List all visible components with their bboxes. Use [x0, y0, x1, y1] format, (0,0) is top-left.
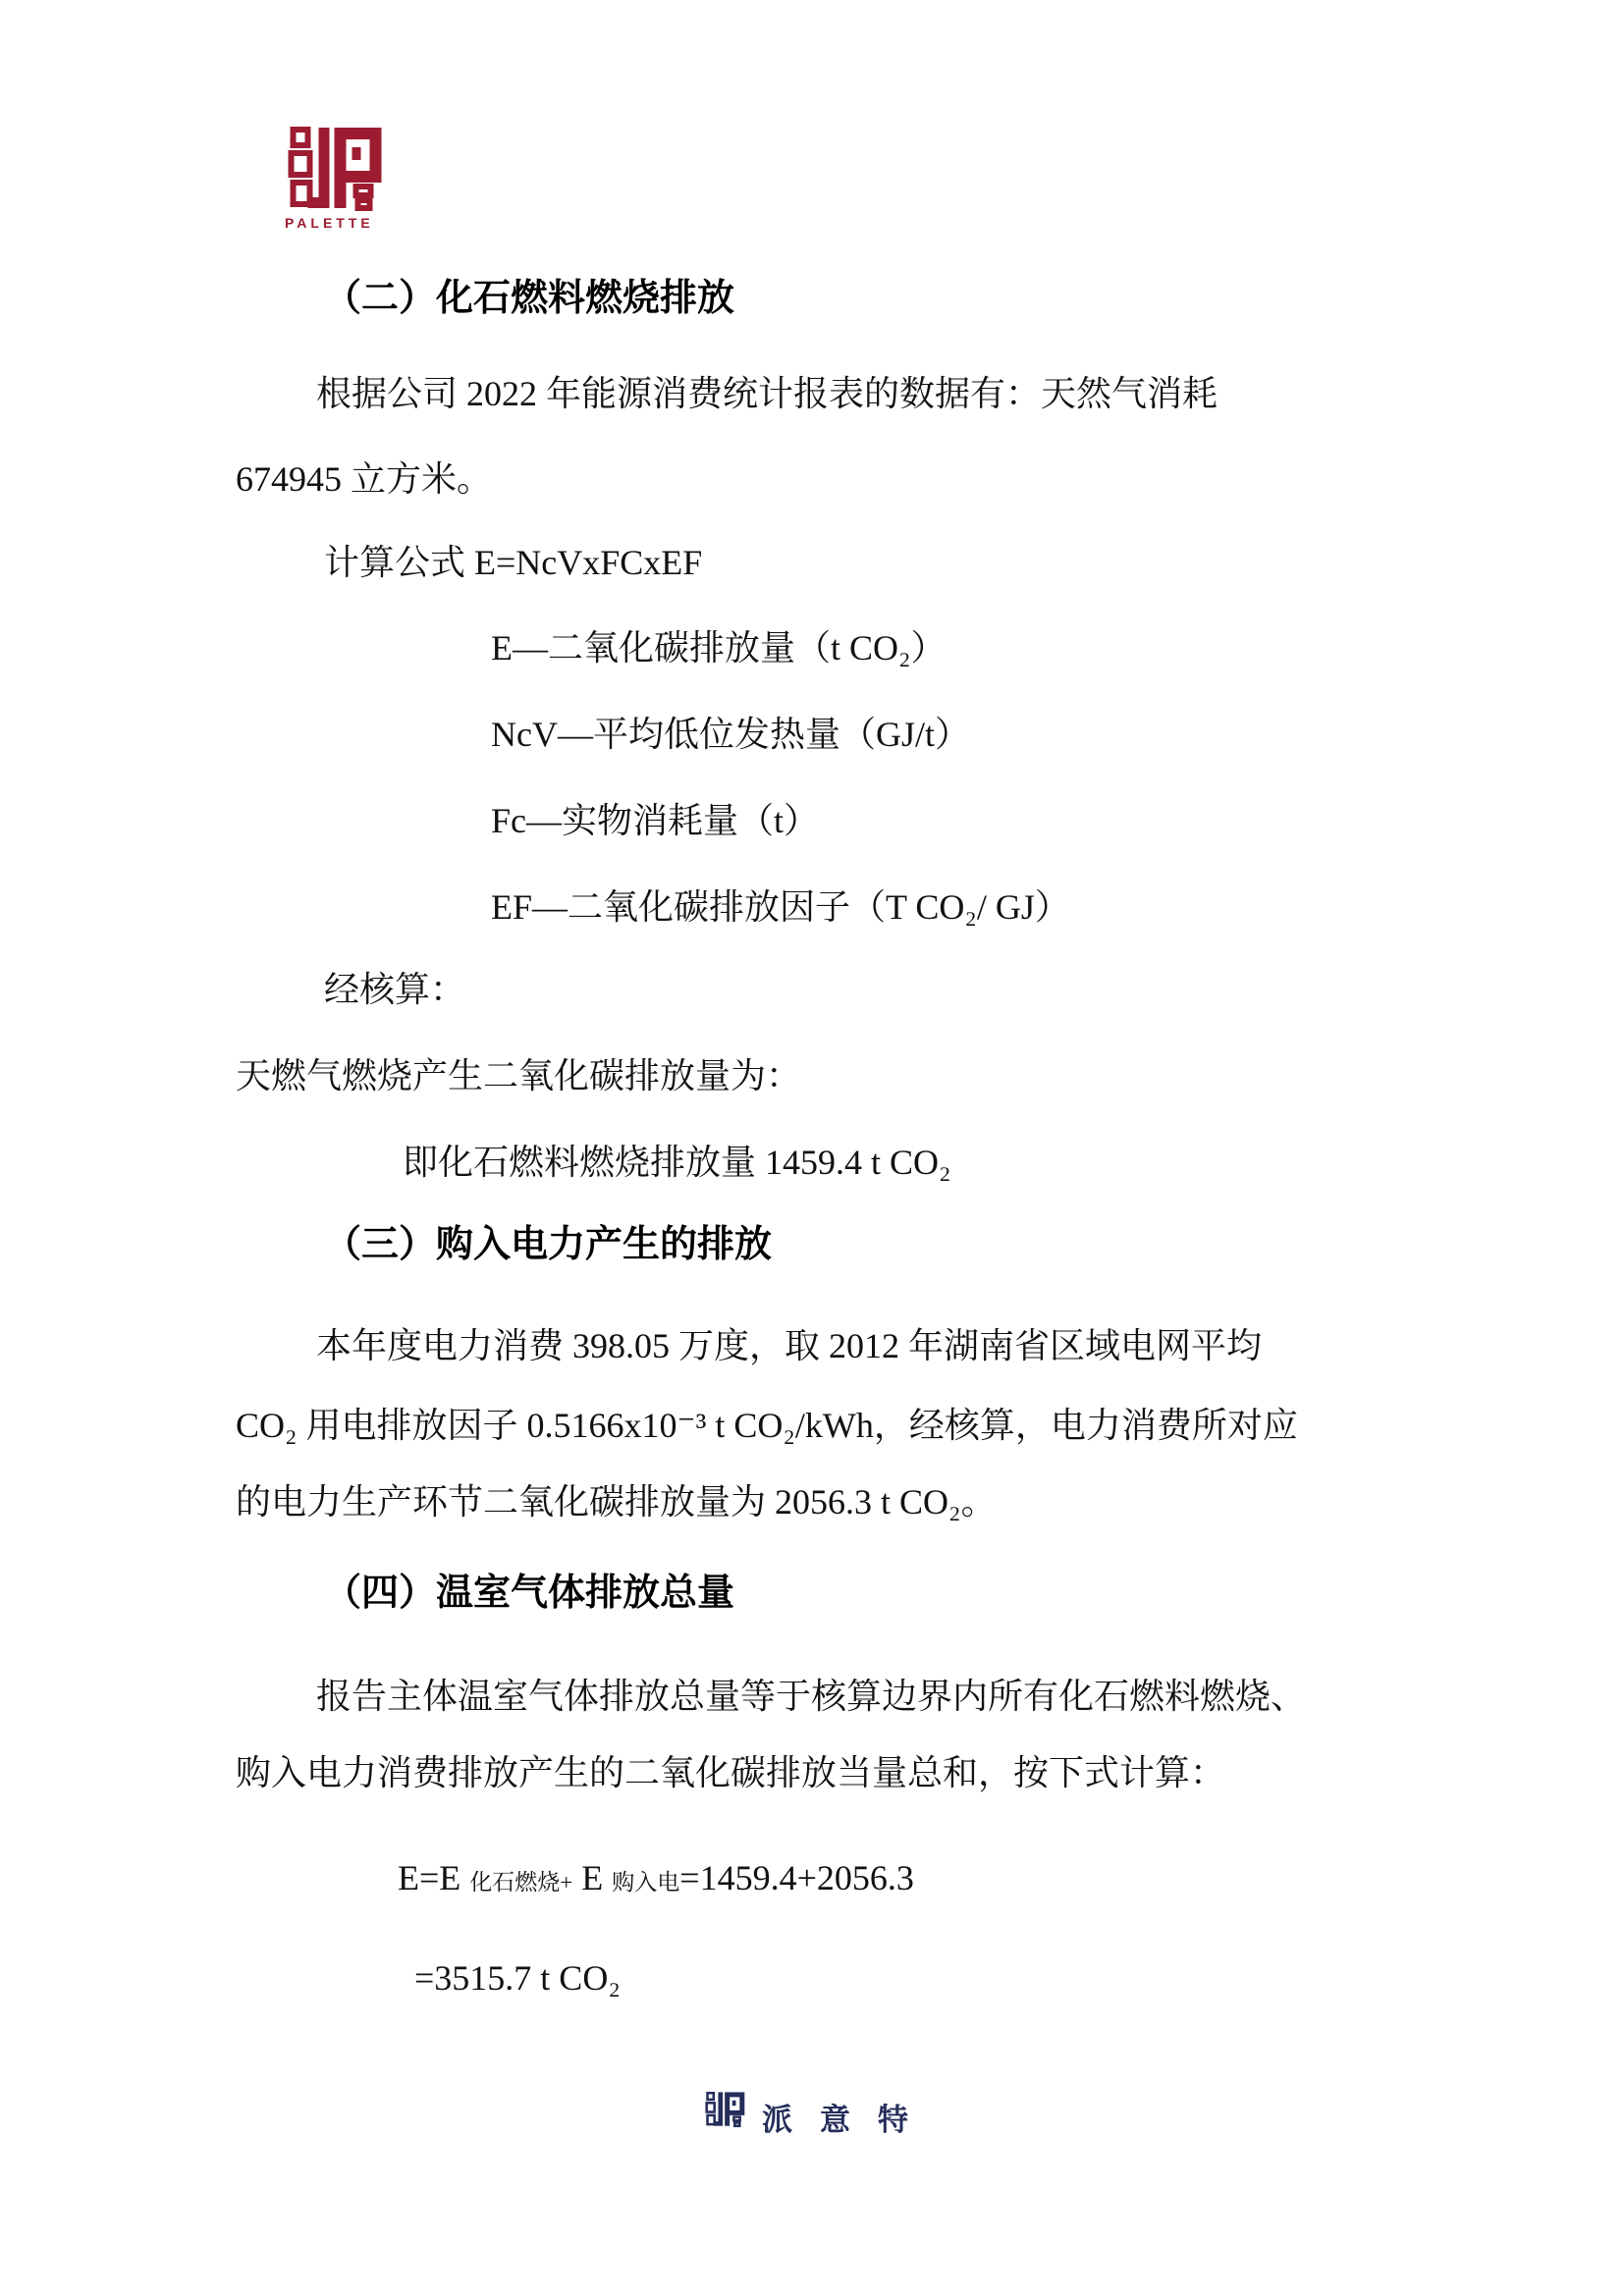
formula-subscript-fossil: 化石燃烧+ — [469, 1870, 573, 1895]
electricity-para-line2: CO₂ 用电排放因子 0.5166x10⁻³ t CO₂/kWh，经核算，电力消费所对应 — [236, 1406, 1298, 1445]
definition-line-e: E—二氧化碳排放量（t CO₂） — [491, 628, 947, 667]
fossil-intro-line2: 674945 立方米。 — [236, 459, 493, 499]
formula-subscript-purchased: 购入电 — [612, 1870, 680, 1895]
definition-line-ncv: NcV—平均低位发热量（GJ/t） — [491, 715, 970, 754]
fossil-result-lead: 天燃气燃烧产生二氧化碳排放量为： — [236, 1056, 802, 1095]
total-para-line2: 购入电力消费排放产生的二氧化碳排放当量总和，按下式计算： — [236, 1753, 1226, 1792]
section-heading-fossil: （二）化石燃料燃烧排放 — [324, 278, 735, 319]
electricity-para-line1: 本年度电力消费 398.05 万度，取 2012 年湖南省区域电网平均 — [316, 1326, 1263, 1365]
paiyite-footer-logo — [705, 2089, 746, 2130]
footer-brand-text: 派意特 — [762, 2103, 936, 2137]
paiyite-logo-icon — [705, 2089, 746, 2130]
section-heading-electricity: （三）购入电力产生的排放 — [324, 1224, 773, 1265]
formula-rhs: =1459.4+2056.3 — [679, 1858, 914, 1897]
formula-e-purchased: E — [572, 1858, 613, 1897]
fossil-result-value: 即化石燃料燃烧排放量 1459.4 t CO₂ — [403, 1143, 951, 1182]
definition-line-fc: Fc—实物消耗量（t） — [491, 801, 820, 840]
palette-logo-icon — [285, 126, 388, 212]
total-emission-result: =3515.7 t CO₂ — [414, 1958, 621, 1998]
total-para-line1: 报告主体温室气体排放总量等于核算边界内所有化石燃料燃烧、 — [316, 1677, 1307, 1716]
palette-logo — [285, 126, 393, 231]
formula-e-total: E=E — [398, 1858, 470, 1897]
fossil-intro-line1: 根据公司 2022 年能源消费统计报表的数据有：天然气消耗 — [316, 374, 1218, 413]
total-emission-formula — [398, 1858, 914, 1898]
palette-wordmark: PALETTE — [285, 215, 374, 231]
definition-line-ef: EF—二氧化碳排放因子（T CO₂/ GJ） — [491, 887, 1070, 927]
electricity-para-line3: 的电力生产环节二氧化碳排放量为 2056.3 t CO₂。 — [236, 1482, 997, 1522]
section-heading-total: （四）温室气体排放总量 — [324, 1573, 735, 1614]
fossil-result-intro: 经核算： — [324, 970, 466, 1009]
fossil-formula-intro: 计算公式 E=NcVxFCxEF — [324, 543, 703, 582]
